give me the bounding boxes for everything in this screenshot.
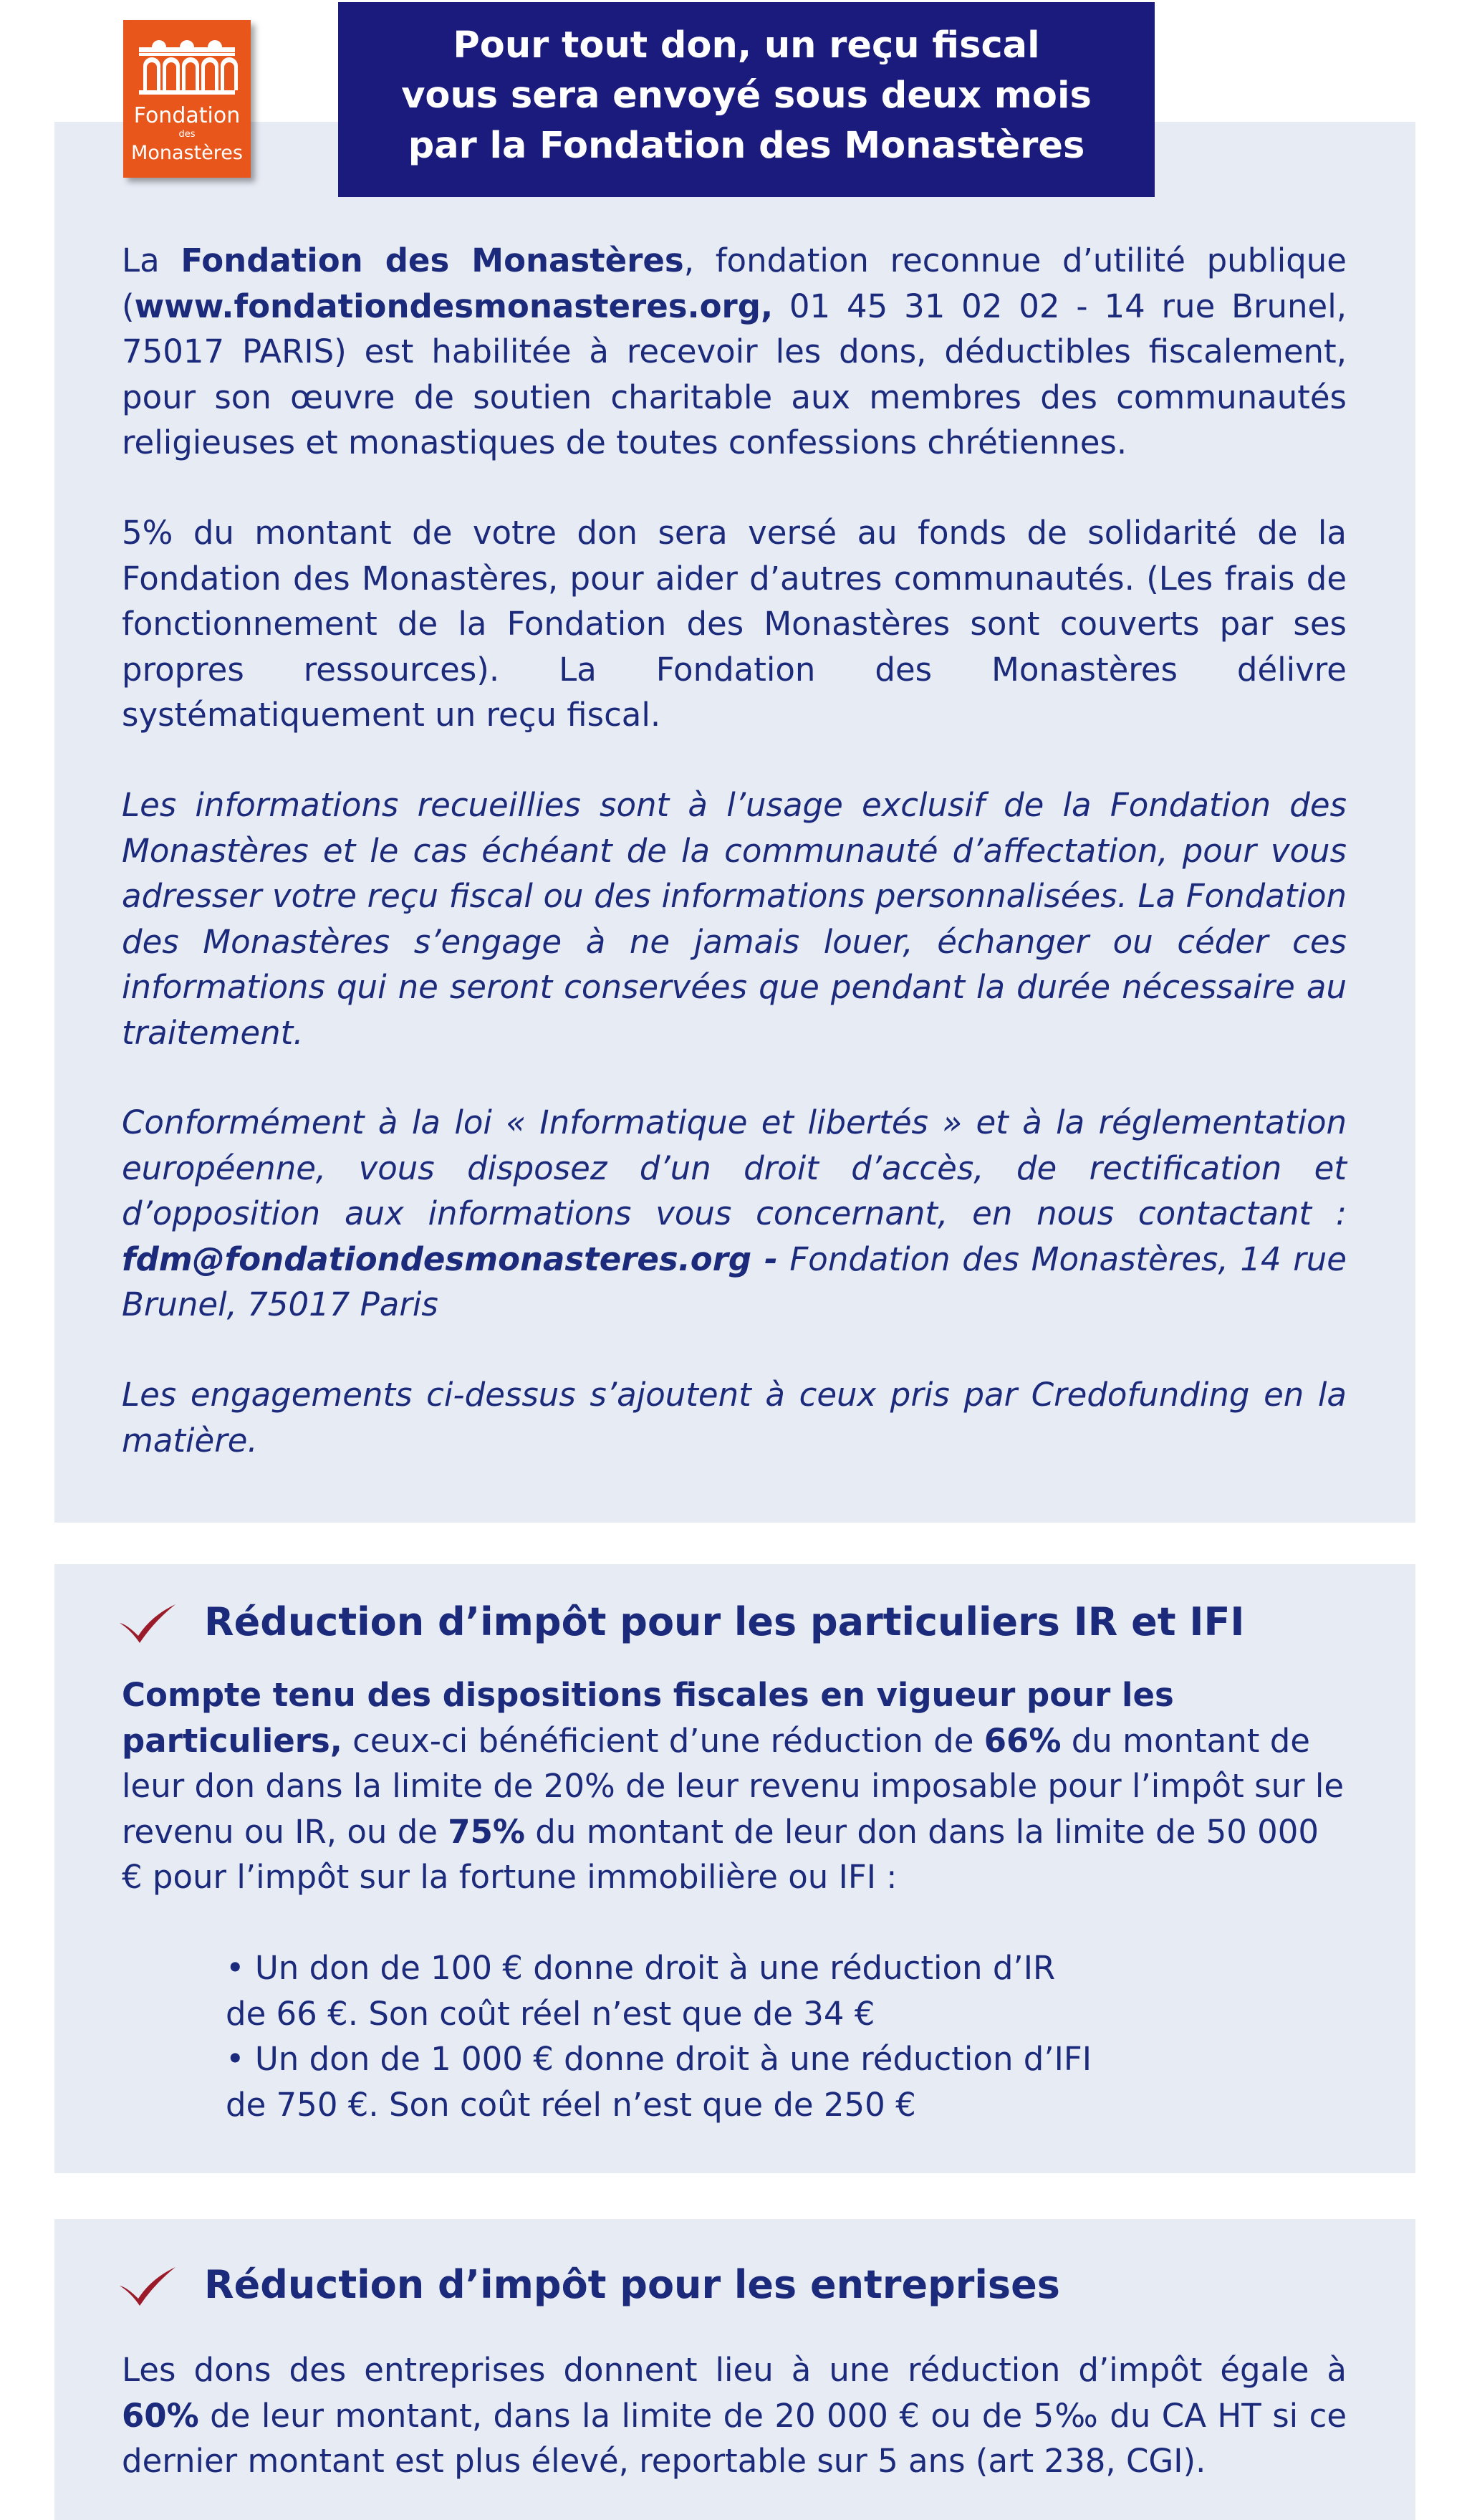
foundation-name: Fondation des Monastères — [181, 241, 684, 279]
banner-line: par la Fondation des Monastères — [408, 125, 1085, 167]
text: Compte tenu des dispositions fiscales en vigueur pour les particuliers, — [122, 1676, 1174, 1760]
paragraph-companies — [122, 2347, 1347, 2484]
banner-line: Pour tout don, un reçu fiscal — [453, 24, 1040, 67]
logo-text-monasteres: Monastères — [131, 142, 243, 164]
banner-line: vous sera envoyé sous deux mois — [401, 75, 1092, 117]
paragraph-foundation — [122, 238, 1347, 466]
logo-text-fondation: Fondation — [133, 103, 241, 128]
text: La — [122, 241, 181, 279]
paragraph-solidarity: 5% du montant de votre don sera versé au fonds de solidarité de la Fondation des Monastères, pour aider d’autres communautés. (Les frais de fonctionnement de la Fondation des Monastères sont couverts par ses propres ressources). La Fondation des Monastères délivre systématiquement un reçu fiscal. — [122, 514, 1347, 734]
text: Les dons des entreprises donnent lieu à une réduction d’impôt égale à — [122, 2351, 1347, 2389]
logo-text-des: des — [178, 129, 196, 140]
rate-60: 60% — [122, 2396, 199, 2435]
bullet-ifi — [226, 2036, 1300, 2127]
bullet-ir — [226, 1945, 1300, 2036]
fondation-logo — [123, 20, 251, 178]
bullet-line: • Un don de 1 000 € donne droit à une réduction d’IFI — [226, 2040, 1092, 2078]
rate-75: 75% — [448, 1812, 525, 1851]
checkmark-icon — [117, 2264, 178, 2309]
monastery-arches-icon — [123, 20, 251, 106]
email-link[interactable]: fdm@fondationdesmonasteres.org - — [122, 1240, 778, 1278]
paragraph-commitments: Les engagements ci-dessus s’ajoutent à ceux pris par Credofunding en la matière. — [122, 1376, 1347, 1460]
rate-66: 66% — [983, 1721, 1062, 1760]
bullet-line: • Un don de 100 € donne droit à une réduction d’IR — [226, 1949, 1056, 1987]
website-link[interactable]: www.fondationdesmonasteres.org, — [134, 287, 774, 325]
text: , fondation reconnue d’utilité publique ( — [122, 241, 1347, 325]
text: ceux-ci bénéficient d’une réduction de — [342, 1721, 984, 1760]
text: Conformément à la loi « Informatique et libertés » et à la réglementation européenne, vous disposez d’un droit d’accès, de rectification et d’opposition aux informations vous concernant, en nous contactant : — [122, 1103, 1347, 1232]
section-title-companies: Réduction d’impôt pour les entreprises — [204, 2262, 1060, 2307]
text: du montant de leur don dans la limite de 20% de leur revenu imposable pour l’impôt sur le revenu ou IR, ou de — [122, 1721, 1345, 1851]
checkmark-icon — [117, 1601, 178, 1646]
bullet-line: de 750 €. Son coût réel n’est que de 250 € — [226, 2085, 916, 2124]
bullet-line: de 66 €. Son coût réel n’est que de 34 € — [226, 1994, 875, 2033]
text: de leur montant, dans la limite de 20 000 € ou de 5‰ du CA HT si ce dernier montant est plus élevé, reportable sur 5 ans (art 238, CGI). — [122, 2396, 1347, 2480]
text: Fondation des Monastères, 14 rue Brunel, 75017 Paris — [122, 1240, 1347, 1323]
receipt-banner — [338, 2, 1155, 197]
text: 01 45 31 02 02 - 14 rue Brunel, 75017 PARIS) est habilitée à recevoir les dons, déductibles fiscalement, pour son œuvre de soutien charitable aux membres des communautés religieuses et monastiques de toutes confessions chrétiennes. — [122, 287, 1347, 461]
text: du montant de leur don dans la limite de 50 000 € pour l’impôt sur la fortune immobilière ou IFI : — [122, 1812, 1319, 1896]
section-title-individuals: Réduction d’impôt pour les particuliers IR et IFI — [204, 1599, 1245, 1644]
paragraph-individuals — [122, 1672, 1347, 1900]
paragraph-rights — [122, 1100, 1347, 1328]
paragraph-data-usage: Les informations recueillies sont à l’usage exclusif de la Fondation des Monastères et le cas échéant de la communauté d’affectation, pour vous adresser votre reçu fiscal ou des informations personnalisées. La Fondation des Monastères s’engage à ne jamais louer, échanger ou céder ces informations qui ne seront conservées que pendant la durée nécessaire au traitement. — [122, 786, 1347, 1052]
